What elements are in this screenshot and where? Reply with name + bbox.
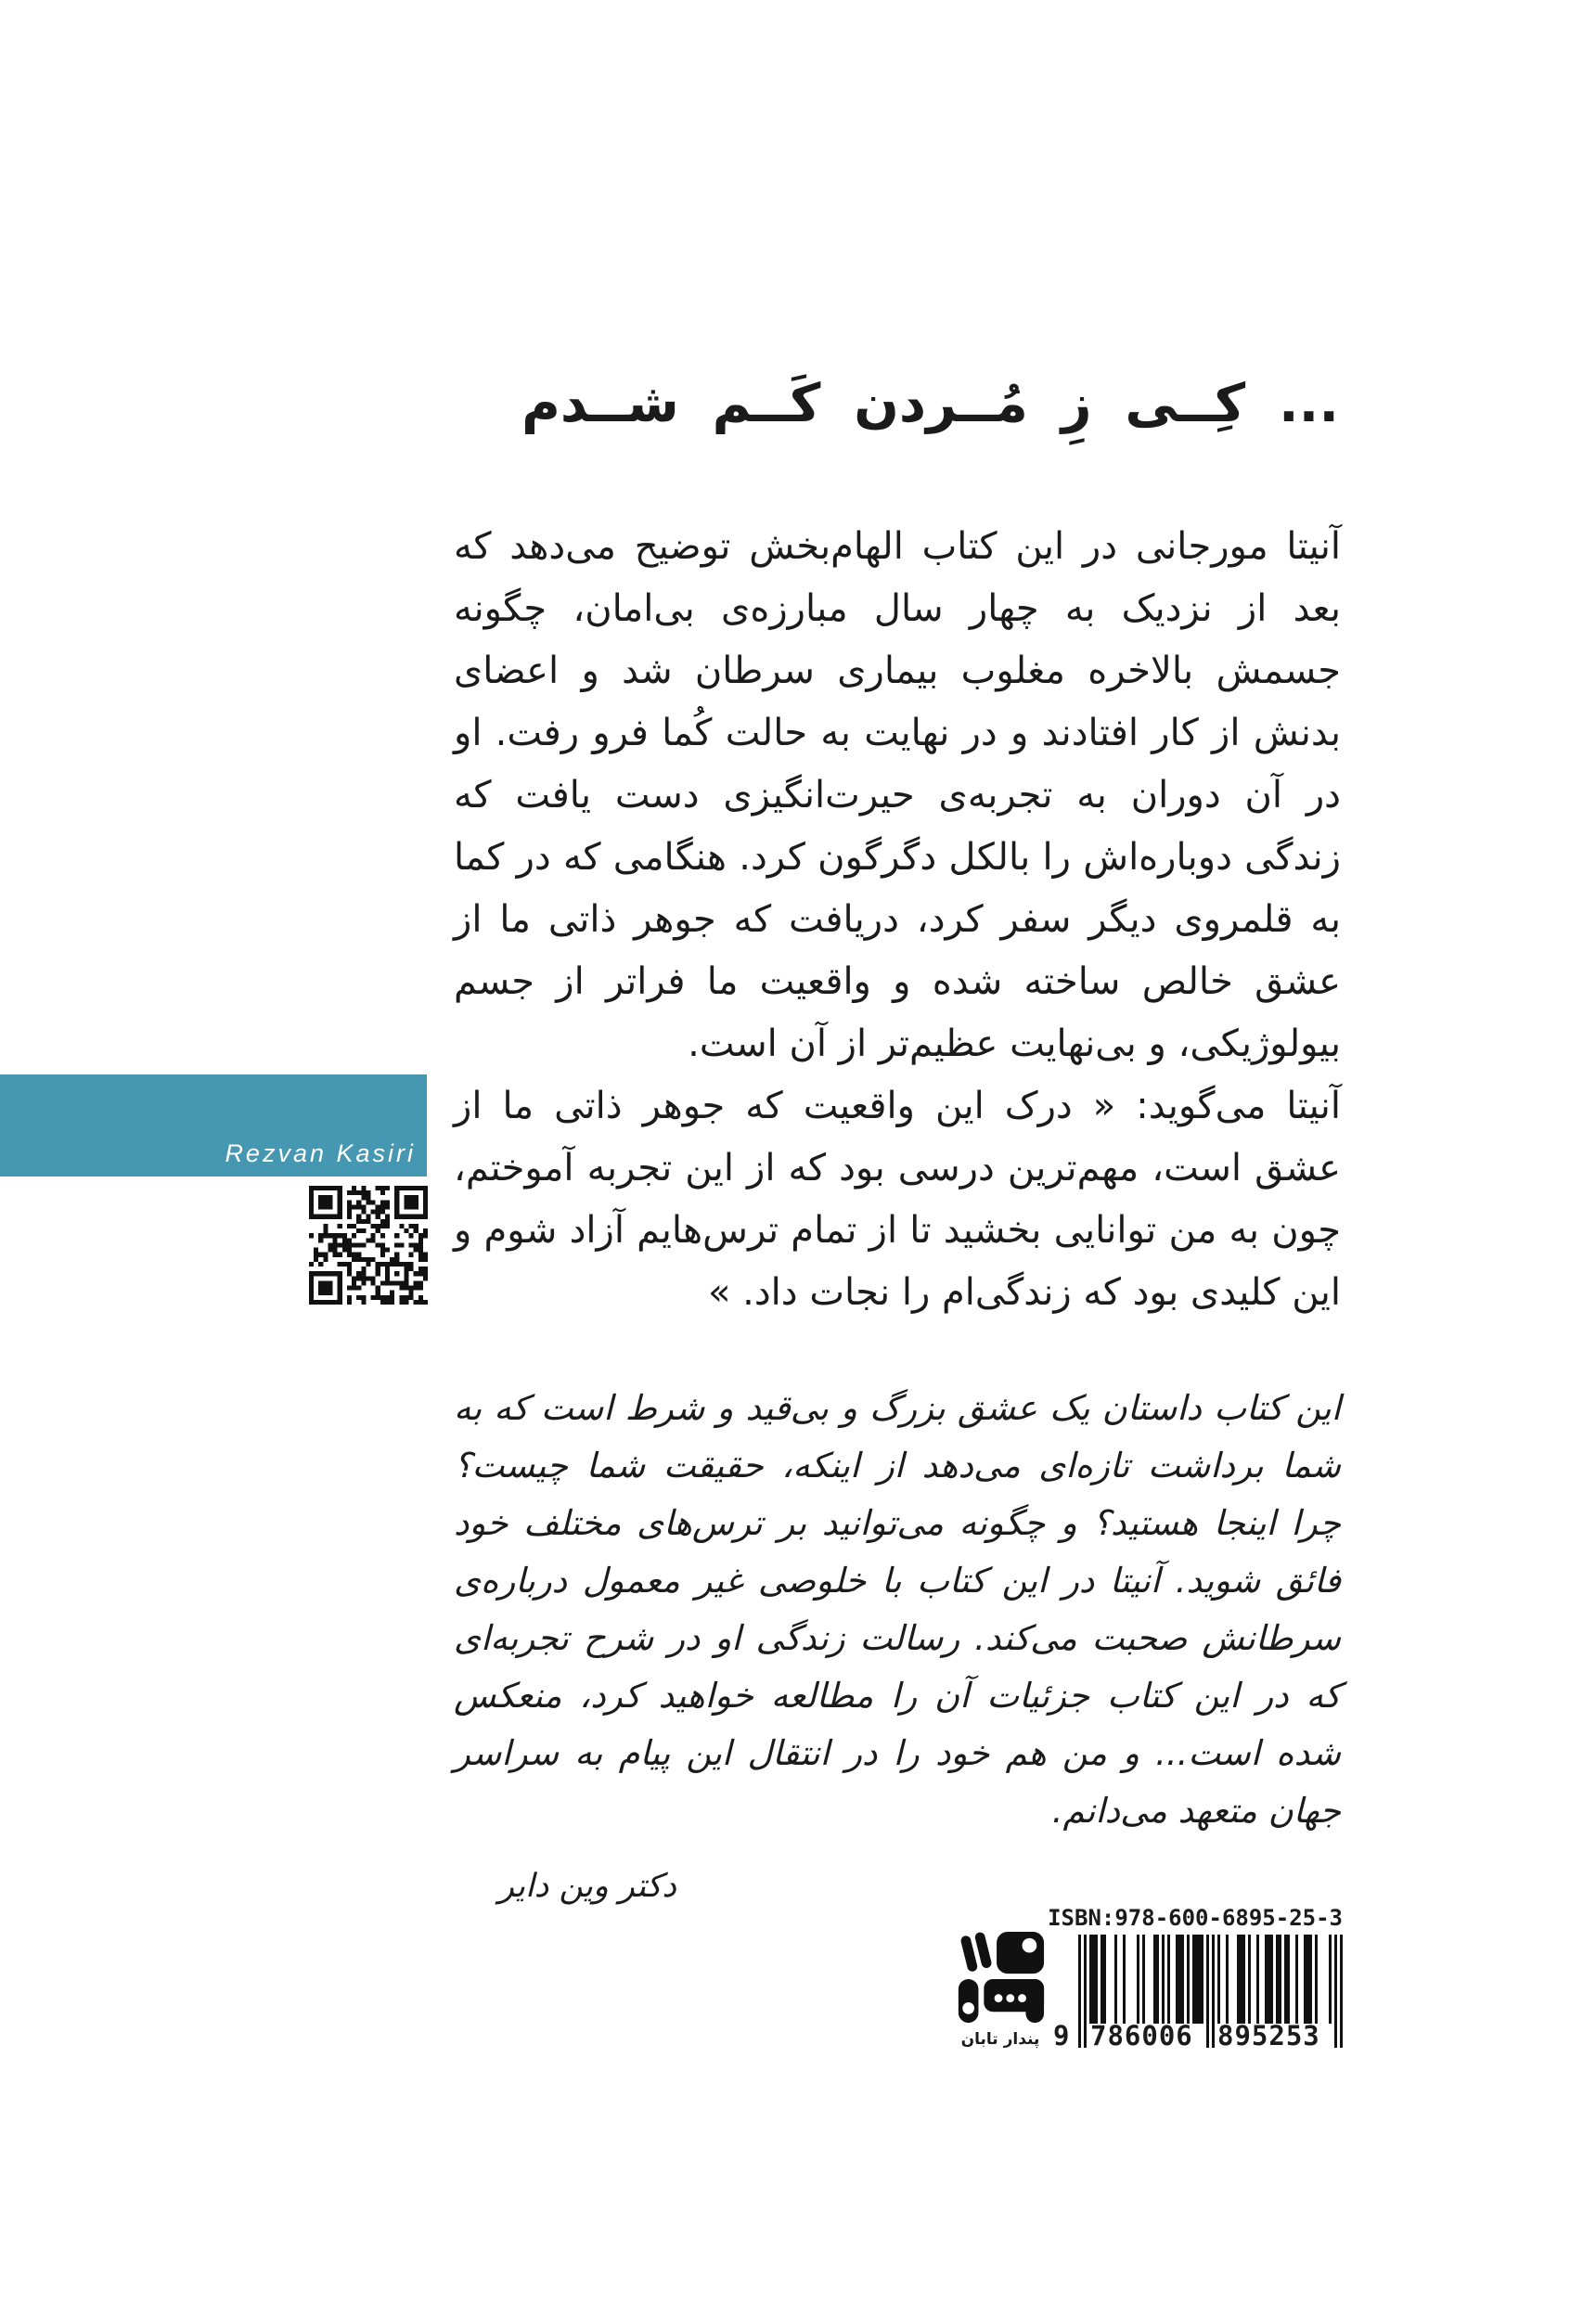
- translator-name: Rezvan Kasiri: [225, 1139, 416, 1167]
- qr-code-icon: [309, 1186, 428, 1305]
- isbn-block: [1036, 1905, 1343, 2053]
- barcode-digit-group-1: 786006: [1090, 2020, 1193, 2051]
- isbn-label: ISBN:978-600-6895-25-3: [1048, 1905, 1343, 1931]
- reviewer-signature: دکتر وین دایر: [498, 1868, 677, 1905]
- review-paragraph: این کتاب داستان یک عشق بزرگ و بی‌قید و شرط است که به شما برداشت تازه‌ای می‌دهد از اینکه، حقیقت شما چیست؟ چرا اینجا هستید؟ و چگونه می‌توانید بر ترس‌های مختلف خود فائق شوید. آنیتا در این کتاب با خلوصی غیر معمول درباره‌ی سرطانش صحبت می‌کند. رسالت زندگی او در شرح تجربه‌ای که در این کتاب جزئیات آن را مطالعه خواهید کرد، منعکس شده است... و من هم خود را در انتقال این پیام به سراسر جهان متعهد می‌دانم.: [454, 1388, 1341, 1831]
- back-cover-text-column: [454, 516, 1341, 1905]
- synopsis-paragraph: آنیتا مورجانی در این کتاب الهام‌بخش توضیح می‌دهد که بعد از نزدیک به چهار سال مبارزه‌ی بی‌امان، چگونه جسمش بالاخره مغلوب بیماری سرطان شد و اعضای بدنش از کار افتادند و در نهایت به حالت کُما فرو رفت. او در آن دوران به تجربه‌ی حیرت‌انگیزی دست یافت که زندگی دوباره‌اش را بالکل دگرگون کرد. هنگامی که در کما به قلمروی دیگر سفر کرد، دریافت که جوهر ذاتی ما از عشق خالص ساخته شده و واقعیت ما فراتر از جسم بیولوژیکی، و بی‌نهایت عظیم‌تر از آن است.: [454, 525, 1341, 1065]
- translator-band: [0, 1074, 427, 1177]
- qr-code-pattern: [309, 1186, 428, 1305]
- author-quote-paragraph: آنیتا می‌گوید: « درک این واقعیت که جوهر ذاتی ما از عشق است، مهم‌ترین درسی بود که از این تجربه آموختم، چون به من توانایی بخشید تا از تمام ترس‌هایم آزاد شوم و این کلیدی بود که زندگی‌ام را نجات داد. »: [454, 1085, 1341, 1314]
- publisher-logo: [948, 1932, 1052, 2049]
- book-title: ... کِــی زِ مُــردن کَــم شــدم: [521, 373, 1339, 434]
- barcode: [1053, 1935, 1343, 2053]
- publisher-name: پندار تابان: [960, 2030, 1040, 2049]
- barcode-digit-left: 9: [1053, 2020, 1071, 2051]
- pendar-taban-logo-icon: [953, 1932, 1048, 2026]
- barcode-digit-group-2: 895253: [1217, 2020, 1320, 2051]
